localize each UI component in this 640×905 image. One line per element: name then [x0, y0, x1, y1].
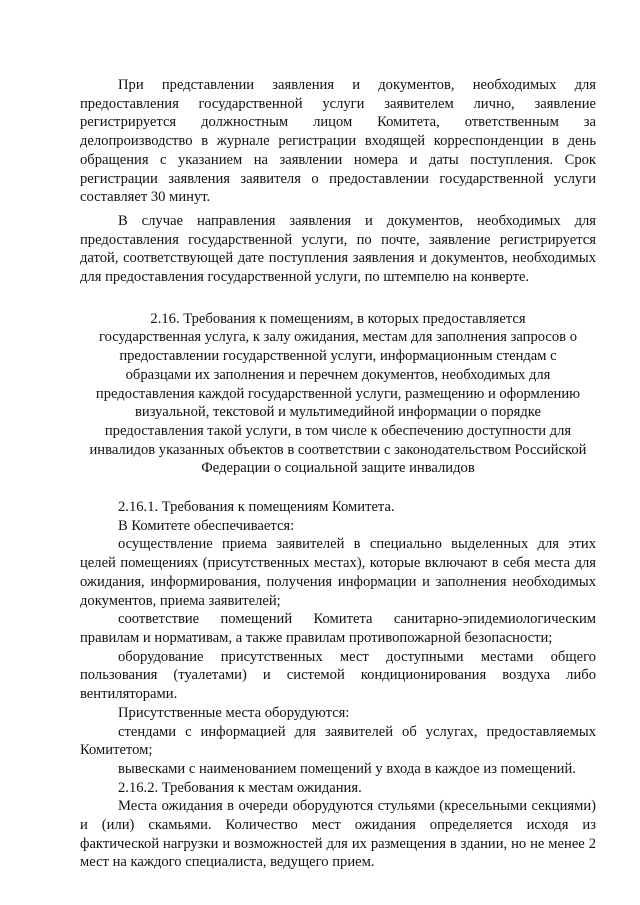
- paragraph-places-equipped: Присутственные места оборудуются:: [118, 704, 350, 721]
- heading-line: предоставления каждой государственной услуги, размещению и оформлению: [95, 385, 581, 402]
- paragraph-info-stands: стендами с информацией для заявителей об услугах, предоставляемых Комитетом;: [80, 723, 596, 759]
- heading-line: образцами их заполнения и перечнем документов, необходимых для: [125, 366, 551, 383]
- subsection-title-2-16-1: 2.16.1. Требования к помещениям Комитета.: [118, 499, 395, 516]
- paragraph-equipment: оборудование присутственных мест доступными местами общего пользования (туалетами) и системой кондиционирования воздуха либо вентиляторами.: [80, 648, 596, 703]
- heading-line: Федерации о социальной защите инвалидов: [201, 460, 475, 477]
- heading-line: визуальной, текстовой и мультимедийной информации о порядке: [135, 404, 541, 421]
- paragraph-waiting-places: Места ожидания в очереди оборудуются стульями (кресельными секциями) и (или) скамьями. Количество мест ожидания определяется исходя из фактической нагрузки и возможностей для их размещения в здании, но не менее 2 мест на каждого специалиста, ведущего прием.: [80, 798, 596, 871]
- paragraph-sanitary-compliance: соответствие помещений Комитета санитарно-эпидемиологическим правилам и нормативам, а также правилам противопожарной безопасности;: [80, 611, 596, 646]
- paragraph-registration-in-person: При представлении заявления и документов, необходимых для предоставления государственной услуги заявителем лично, заявление регистрируется должностным лицом Комитета, ответственным за делопроизводство в журнале регистрации входящей корреспонденции в день обращения с указанием на заявлении номера и даты поступления. Срок регистрации заявления заявителя о предоставлении государственной услуги составляет 30 минут.: [80, 77, 596, 206]
- section-heading-2-16: [80, 310, 596, 478]
- heading-line: инвалидов указанных объектов в соответствии с законодательством Российской: [89, 441, 587, 458]
- paragraph-registration-by-mail: В случае направления заявления и документов, необходимых для предоставления государственной услуги, по почте, заявление регистрируется датой, соответствующей дате поступления заявления и документов, необходимых для предоставления государственной услуги, по штемпелю на конверте.: [80, 212, 596, 286]
- heading-line: предоставления такой услуги, в том числе к обеспечению доступности для: [104, 422, 572, 439]
- heading-line: 2.16. Требования к помещениям, в которых предоставляется: [150, 310, 526, 327]
- subsection-title-2-16-2: 2.16.2. Требования к местам ожидания.: [118, 779, 362, 796]
- paragraph-signboards: вывесками с наименованием помещений у входа в каждое из помещений.: [118, 760, 576, 777]
- paragraph-reception-premises: осуществление приема заявителей в специально выделенных для этих целей помещениях (присутственных местах), которые включают в себя места для ожидания, информирования, получения информации и заполнения необходимых документов, приема заявителей;: [80, 536, 596, 609]
- heading-line: государственная услуга, к залу ожидания, местам для заполнения запросов о: [98, 329, 578, 346]
- paragraph-committee-provides: В Комитете обеспечивается:: [118, 517, 295, 534]
- heading-line: предоставлении государственной услуги, информационным стендам с: [119, 348, 557, 365]
